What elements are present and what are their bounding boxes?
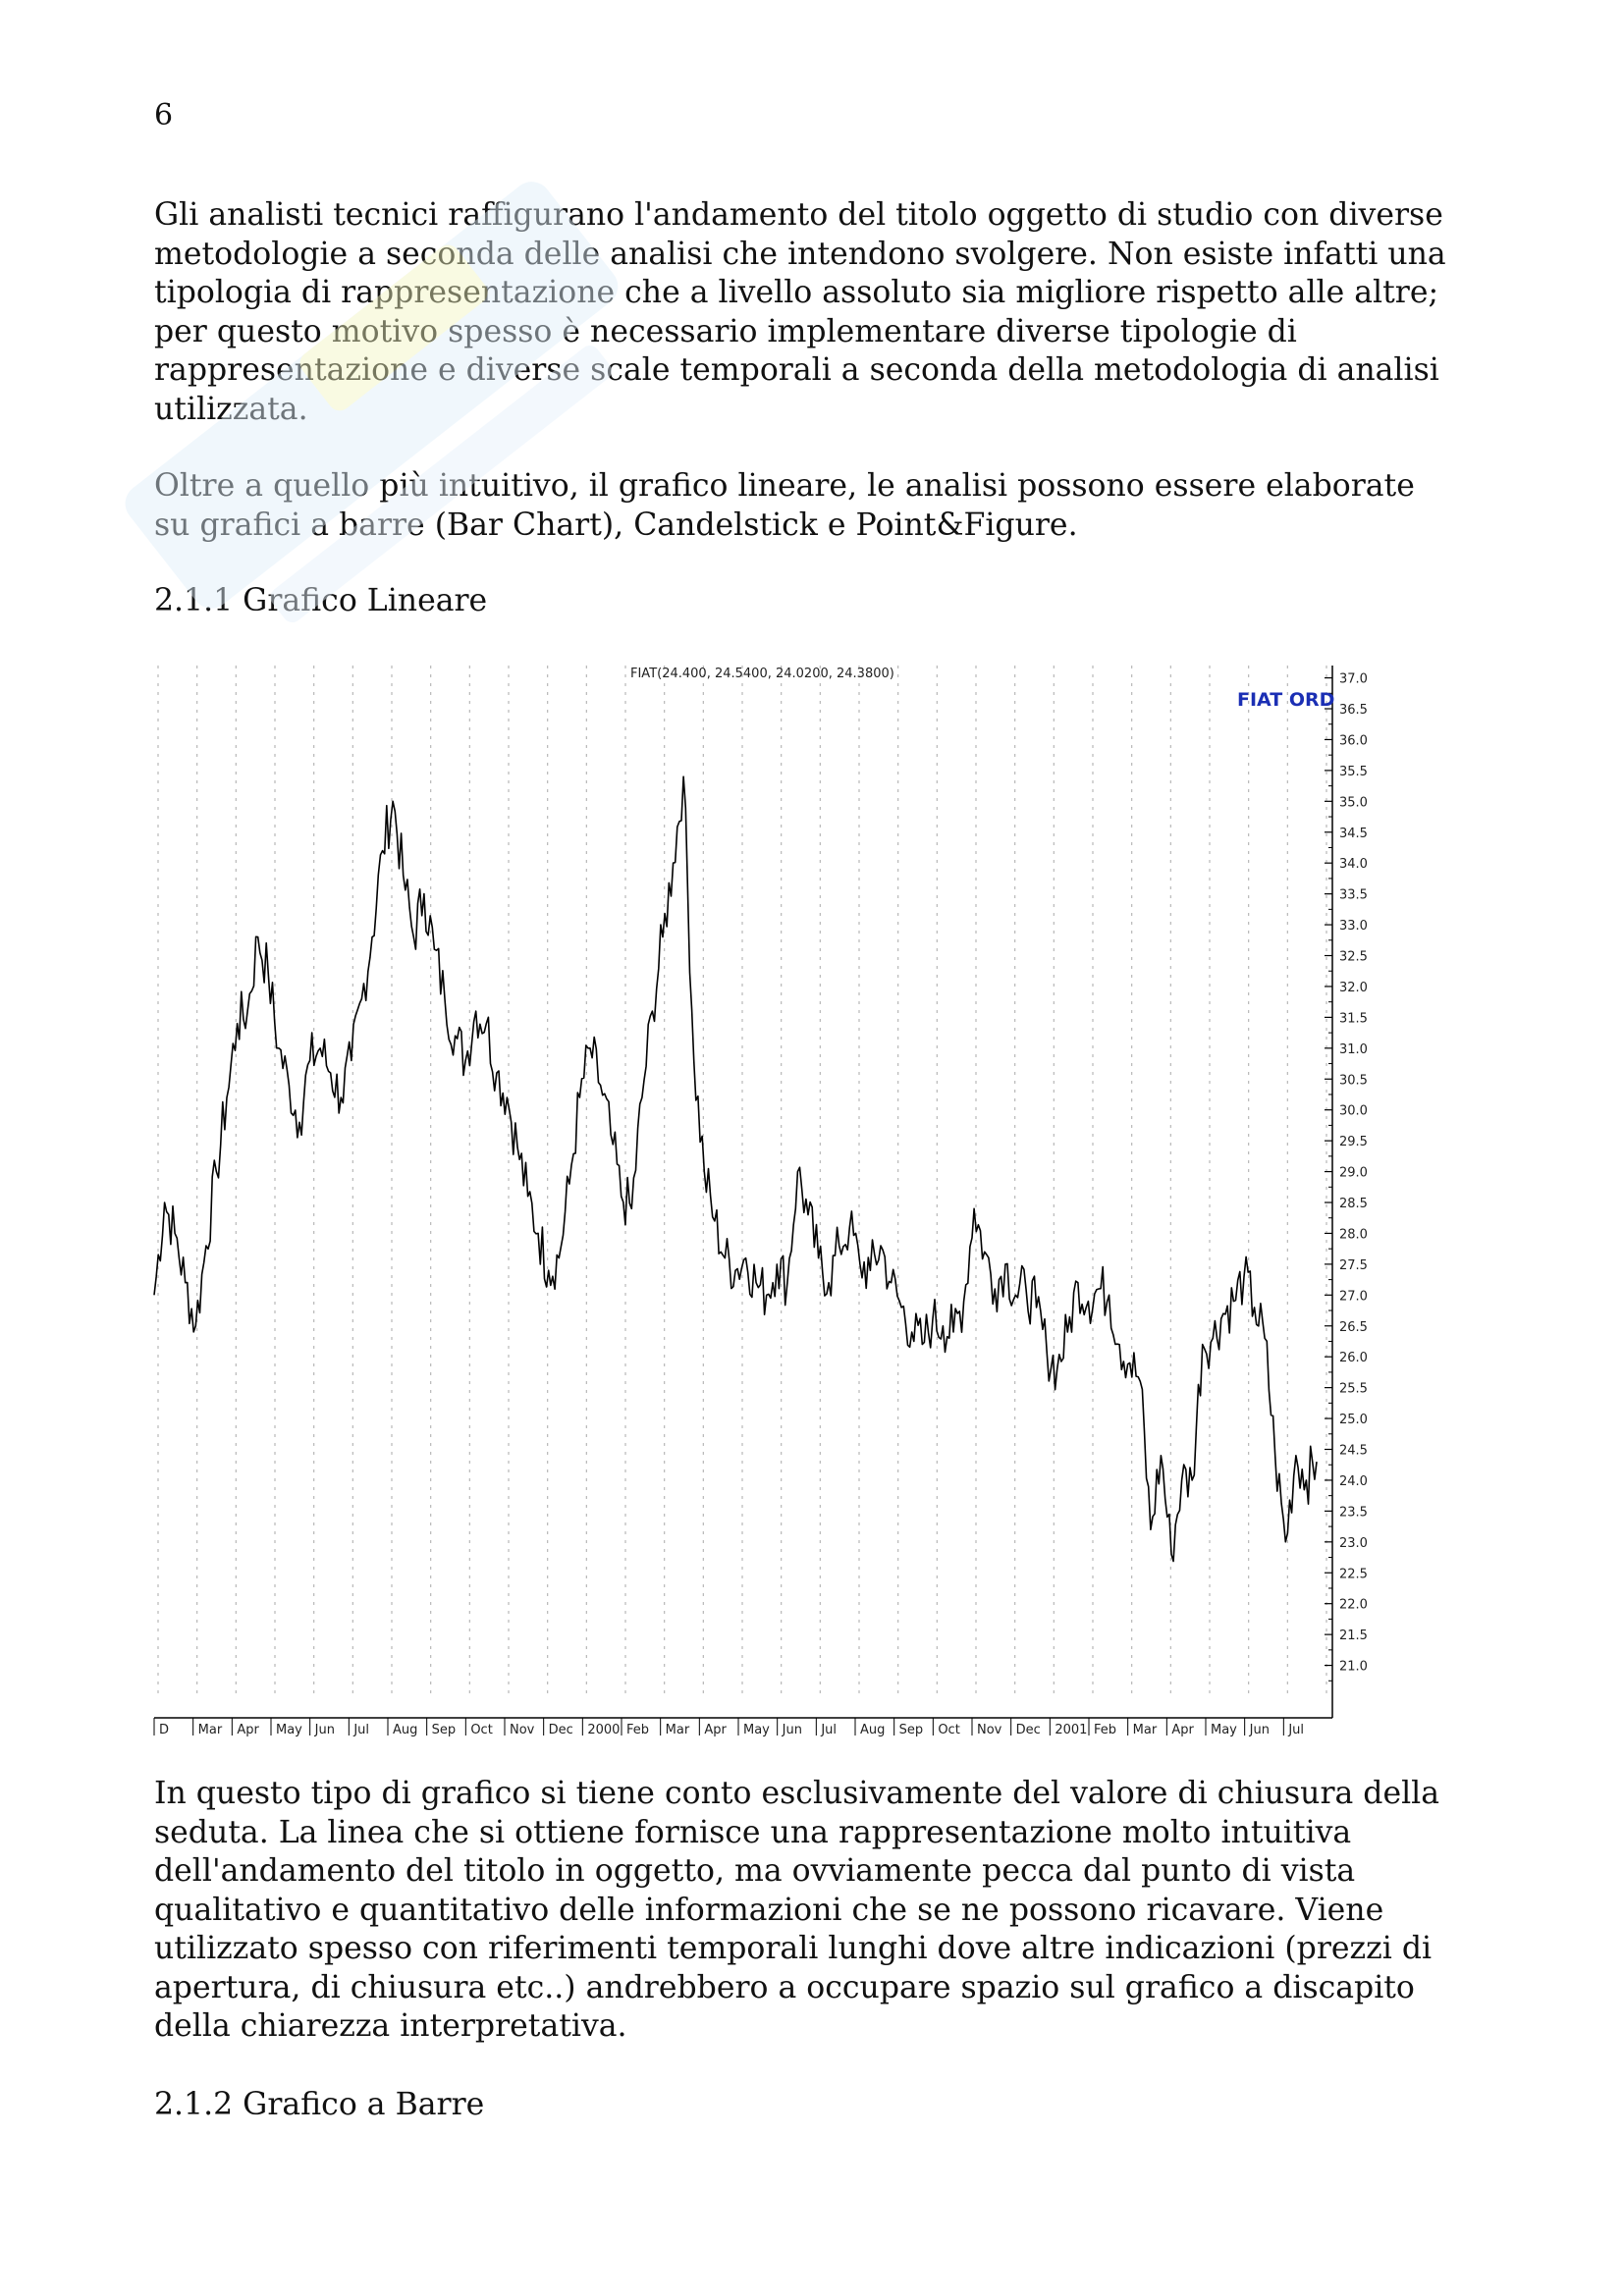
- text-line: apertura, di chiusura etc..) andrebbero a occupare spazio sul grafico a discapito: [154, 1969, 1415, 2005]
- x-tick-label: Nov: [977, 1723, 1002, 1737]
- x-tick-label: Mar: [197, 1723, 223, 1737]
- y-tick-label: 31.5: [1339, 1011, 1368, 1027]
- y-tick-label: 27.5: [1339, 1257, 1368, 1273]
- line-chart-figure: [154, 656, 1368, 1743]
- text-line: Oltre a quello più intuitivo, il grafico lineare, le analisi possono essere elaborate: [154, 468, 1415, 504]
- y-tick-label: 32.0: [1339, 980, 1368, 995]
- paragraph-intro: [154, 196, 1489, 429]
- text-line: seduta. La linea che si ottiene fornisce una rappresentazione molto intuitiva: [154, 1814, 1352, 1850]
- y-tick-label: 27.0: [1339, 1289, 1368, 1305]
- text-line: della chiarezza interpretativa.: [154, 2008, 627, 2044]
- y-tick-label: 21.0: [1339, 1659, 1368, 1675]
- x-tick-label: Jul: [353, 1723, 370, 1737]
- y-tick-label: 34.5: [1339, 826, 1368, 841]
- y-tick-label: 31.0: [1339, 1041, 1368, 1057]
- x-tick-label: May: [1211, 1723, 1237, 1737]
- y-tick-label: 23.5: [1339, 1505, 1368, 1521]
- y-tick-label: 21.5: [1339, 1629, 1368, 1644]
- x-tick-label: Jul: [1288, 1723, 1305, 1737]
- y-tick-label: 26.0: [1339, 1351, 1368, 1366]
- text-line: In questo tipo di grafico si tiene conto esclusivamente del valore di chiusura della: [154, 1776, 1440, 1811]
- text-line: tipologia di rappresentazione che a livello assoluto sia migliore rispetto alle altre;: [154, 275, 1439, 310]
- text-line: dell'andamento del titolo in oggetto, ma ovviamente pecca dal punto di vista: [154, 1853, 1356, 1889]
- chart-title: FIAT(24.400, 24.5400, 24.0200, 24.3800): [630, 667, 894, 681]
- y-tick-label: 25.0: [1339, 1413, 1368, 1428]
- text-line: qualitativo e quantitativo delle informazioni che se ne possono ricavare. Viene: [154, 1892, 1384, 1928]
- x-tick-label: Sep: [898, 1723, 924, 1737]
- text-line: metodologie a seconda delle analisi che intendono svolgere. Non esiste infatti una: [154, 236, 1446, 272]
- y-tick-label: 36.0: [1339, 733, 1368, 749]
- x-tick-label: Jul: [821, 1723, 838, 1737]
- text-line: rappresentazione e diverse scale temporali a seconda della metodologia di analisi: [154, 352, 1439, 388]
- y-tick-label: 22.5: [1339, 1567, 1368, 1582]
- y-tick-label: 26.5: [1339, 1319, 1368, 1335]
- section-heading-grafico-a-barre: 2.1.2 Grafico a Barre: [154, 2087, 485, 2122]
- text-line: utilizzato spesso con riferimenti temporali lunghi dove altre indicazioni (prezzi di: [154, 1931, 1433, 1966]
- x-tick-label: Apr: [1171, 1723, 1194, 1737]
- x-tick-label: Jun: [314, 1723, 335, 1737]
- y-tick-label: 29.0: [1339, 1165, 1368, 1181]
- x-tick-label: D: [159, 1723, 170, 1737]
- line-chart: [154, 656, 1368, 1743]
- text-line: utilizzata.: [154, 391, 308, 427]
- x-tick-label: Sep: [431, 1723, 457, 1737]
- y-tick-label: 36.5: [1339, 703, 1368, 719]
- x-tick-label: Nov: [510, 1723, 535, 1737]
- x-tick-label: 2001: [1055, 1723, 1088, 1737]
- y-tick-label: 34.0: [1339, 857, 1368, 873]
- x-tick-label: Apr: [704, 1723, 727, 1737]
- y-tick-label: 30.0: [1339, 1103, 1368, 1119]
- y-tick-label: 24.0: [1339, 1473, 1368, 1489]
- text-line: su grafici a barre (Bar Chart), Candelstick e Point&Figure.: [154, 507, 1078, 543]
- y-tick-label: 30.5: [1339, 1073, 1368, 1089]
- y-tick-label: 22.0: [1339, 1597, 1368, 1613]
- x-tick-label: May: [743, 1723, 770, 1737]
- y-tick-label: 25.5: [1339, 1381, 1368, 1397]
- x-tick-label: Mar: [665, 1723, 690, 1737]
- y-tick-label: 28.0: [1339, 1227, 1368, 1243]
- paragraph-description: [154, 1775, 1489, 2047]
- x-tick-label: Oct: [470, 1723, 493, 1737]
- x-tick-label: Dec: [1015, 1723, 1041, 1737]
- x-tick-label: Oct: [938, 1723, 960, 1737]
- y-tick-label: 35.5: [1339, 764, 1368, 779]
- y-tick-label: 24.5: [1339, 1443, 1368, 1459]
- x-tick-label: Mar: [1132, 1723, 1158, 1737]
- y-tick-label: 28.5: [1339, 1197, 1368, 1212]
- paragraph-chart-types: [154, 467, 1489, 545]
- y-tick-label: 32.5: [1339, 949, 1368, 965]
- x-tick-label: Apr: [237, 1723, 259, 1737]
- y-tick-label: 23.0: [1339, 1535, 1368, 1551]
- x-tick-label: 2000: [587, 1723, 621, 1737]
- x-tick-label: Aug: [393, 1723, 418, 1737]
- x-tick-label: Feb: [626, 1723, 650, 1737]
- text-line: Gli analisti tecnici raffigurano l'andamento del titolo oggetto di studio con diverse: [154, 197, 1443, 233]
- x-tick-label: Dec: [548, 1723, 573, 1737]
- x-tick-label: Jun: [1249, 1723, 1270, 1737]
- chart-legend: FIAT ORD: [1237, 689, 1335, 711]
- y-tick-label: 29.5: [1339, 1135, 1368, 1150]
- x-tick-label: Feb: [1094, 1723, 1117, 1737]
- text-line: per questo motivo spesso è necessario implementare diverse tipologie di: [154, 313, 1297, 349]
- x-tick-label: Aug: [860, 1723, 886, 1737]
- series-line: [154, 776, 1317, 1561]
- x-tick-label: Jun: [782, 1723, 802, 1737]
- y-tick-label: 33.5: [1339, 887, 1368, 903]
- y-tick-label: 35.0: [1339, 795, 1368, 811]
- page-number: 6: [154, 98, 174, 133]
- y-tick-label: 37.0: [1339, 671, 1368, 687]
- x-tick-label: May: [276, 1723, 302, 1737]
- section-heading-grafico-lineare: 2.1.1 Grafico Lineare: [154, 583, 488, 618]
- y-tick-label: 33.0: [1339, 919, 1368, 934]
